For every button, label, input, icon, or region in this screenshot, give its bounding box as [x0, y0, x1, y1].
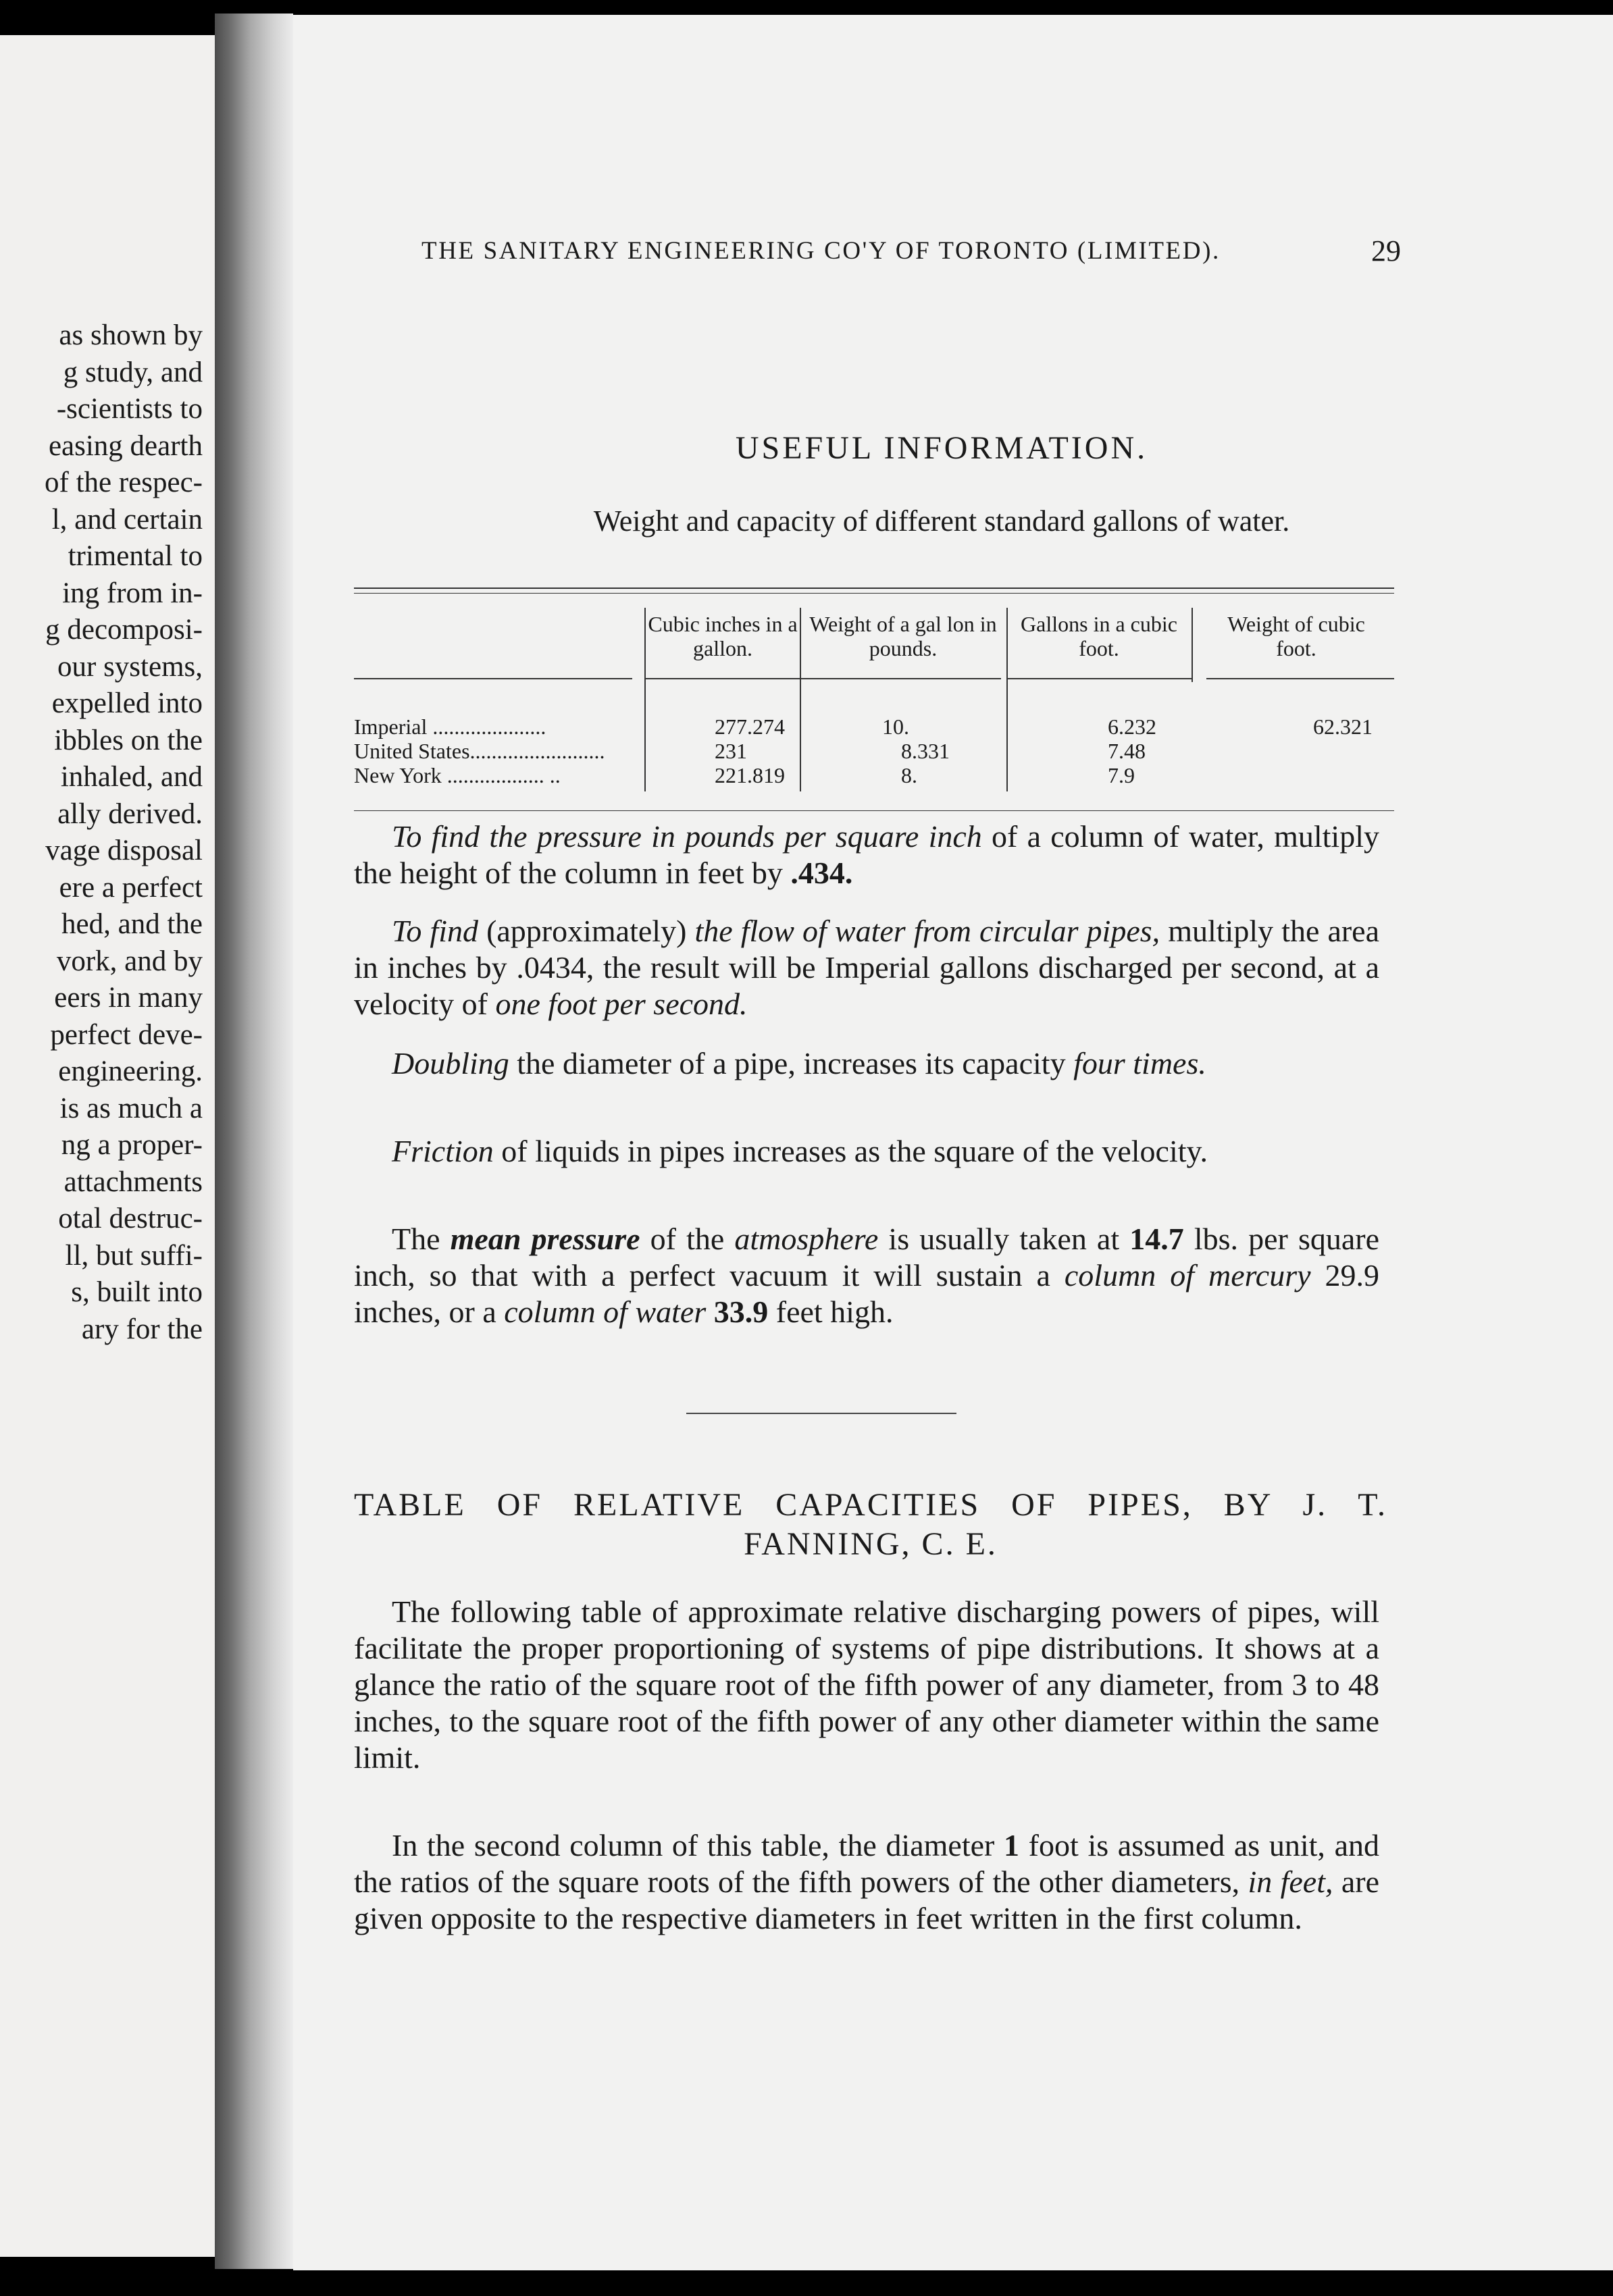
column-divider [800, 608, 801, 791]
header-gallons-cubic-foot: Gallons in a cubic foot. [1021, 612, 1177, 660]
left-page-line: of the respec- [45, 467, 203, 498]
paragraph-friction [354, 1133, 1379, 1170]
row-leader: ......................... [469, 739, 605, 763]
section-title-useful-information: USEFUL INFORMATION. [735, 430, 1148, 466]
left-page-line: expelled into [51, 687, 203, 719]
left-page-line: trimental to [68, 540, 203, 572]
bold-value: 1 [1004, 1828, 1020, 1862]
left-page-fragment [0, 35, 215, 2257]
row-label: United States [354, 739, 470, 763]
book-gutter [215, 14, 293, 2269]
row-leader: .................. .. [441, 763, 561, 787]
cell-cubic-inches: 231 [715, 739, 747, 763]
paragraph-text: are given opposite to the respective diameters in feet written in the first column. [354, 1864, 1379, 1935]
header-cubic-inches: Cubic inches in a gallon. [648, 612, 798, 660]
left-page-line: vage disposal [45, 835, 203, 866]
left-page-line: -scientists to [56, 393, 203, 425]
left-page-line: inhaled, and [60, 761, 203, 793]
left-page-line: ere a perfect [59, 871, 203, 904]
left-page-line: ing from in- [62, 577, 203, 609]
left-page-line: as shown by [59, 319, 203, 351]
pressure-value: 14.7 [1129, 1222, 1184, 1256]
header-underline [354, 678, 632, 679]
paragraph-text: the diameter of a pipe, increases its capacity [509, 1046, 1074, 1080]
italic-phrase: in feet, [1248, 1864, 1333, 1899]
paragraph-text: of the [640, 1222, 735, 1256]
row-leader: ..................... [427, 714, 546, 739]
left-page-line: engineering. [58, 1055, 203, 1087]
paragraph-fanning-second [354, 1827, 1379, 1937]
left-page-line: is as much a [59, 1092, 203, 1124]
cell-gallons-cuft: 7.48 [1108, 739, 1146, 763]
left-page-line: g study, and [63, 356, 203, 388]
row-label: New York [354, 763, 442, 787]
running-head [421, 236, 1401, 265]
paragraph-fanning-intro [354, 1594, 1379, 1776]
left-page-line: s, built into [71, 1276, 203, 1308]
paragraph-text: lbs. per square inch, so that with a perfect vacuum it will sustain a [354, 1222, 1380, 1293]
italic-lead: Doubling [392, 1046, 509, 1080]
paragraph-text [706, 1295, 714, 1329]
paragraph-pressure [354, 818, 1379, 891]
table-top-rule-2 [354, 593, 1394, 594]
left-page-line: vork, and by [56, 945, 203, 977]
paragraph-text: of a column of water, multiply the height of the column in feet by [354, 819, 1379, 890]
left-page-line: ally derived. [57, 798, 203, 830]
left-page-line: eers in many [54, 982, 203, 1014]
title-line-2: FANNING, C. E. [744, 1526, 998, 1562]
paragraph-text: of liquids in pipes increases as the square of the velocity. [493, 1134, 1208, 1168]
paragraph-text: 29.9 inches, or a [354, 1258, 1380, 1329]
column-value: 33.9 [713, 1295, 769, 1329]
paragraph-text: The following table of approximate relative discharging powers of pipes, will facilitate the proper proportioning of systems of pipe distributions. It shows at a glance the ratio of the square root of the fifth power of any diameter, from 3 to 48 inches, to the square root of the fifth power of any other diameter within the same limit. [354, 1594, 1379, 1775]
paragraph-text: In the second column of this table, the diameter [392, 1828, 1004, 1862]
table-caption: Weight and capacity of different standard gallons of water. [593, 504, 1290, 538]
italic-phrase: one foot per second. [495, 987, 748, 1021]
left-page-line: ibbles on the [54, 724, 203, 756]
italic-phrase: atmosphere [734, 1222, 879, 1256]
header-weight-gallon: Weight of a gal lon in pounds. [809, 612, 997, 660]
italic-lead: To find the pressure in pounds per square inch [392, 819, 982, 854]
running-title: THE SANITARY ENGINEERING CO'Y OF TORONTO (LIMITED). [421, 237, 1221, 265]
right-page [293, 15, 1613, 2270]
header-underline [644, 678, 1001, 679]
header-underline [1006, 678, 1193, 679]
italic-phrase: column of water [504, 1295, 707, 1329]
header-weight-cubic-foot: Weight of cubic foot. [1227, 612, 1365, 660]
cell-cubic-inches: 277.274 [715, 714, 785, 739]
italic-phrase: the flow of water from circular pipes, [694, 914, 1160, 948]
italic-lead: Friction [392, 1134, 494, 1168]
left-page-line: attachments [63, 1166, 203, 1198]
cell-weight-lbs: 8. [901, 763, 917, 787]
section-title-fanning [354, 1486, 1387, 1564]
left-page-line: hed, and the [61, 908, 203, 940]
cell-cubic-inches: 221.819 [715, 763, 785, 787]
column-divider [644, 608, 646, 791]
left-page-line: easing dearth [48, 429, 203, 462]
bold-italic-phrase: mean pressure [450, 1222, 640, 1256]
left-page-line: ll, but suffi- [65, 1239, 203, 1272]
italic-phrase: four times. [1073, 1046, 1206, 1080]
left-page-line: g decomposi- [45, 614, 203, 646]
paragraph-text: feet high. [768, 1295, 894, 1329]
paragraph-text: multiply the area in inches by .0434, the result will be Imperial gallons discharged per second, at a velocity of [354, 914, 1380, 1021]
paragraph-flow [354, 913, 1379, 1022]
cell-weight-lbs: 10. [882, 714, 909, 739]
italic-lead: To find [392, 914, 478, 948]
gallons-table [354, 588, 1394, 814]
paragraph-text: foot is assumed as unit, and the ratios of the square roots of the fifth powers of the other diameters, [354, 1828, 1380, 1899]
page-number: 29 [1371, 234, 1401, 267]
pressure-value: .434. [790, 856, 853, 890]
cell-weight-lbs: 8.331 [901, 739, 950, 763]
paragraph-doubling [354, 1045, 1379, 1082]
italic-phrase: column of mercury [1064, 1258, 1311, 1293]
cell-gallons-cuft: 6.232 [1108, 714, 1156, 739]
header-underline [1206, 678, 1394, 679]
paragraph-text: (approximately) [478, 914, 695, 948]
paragraph-atmosphere [354, 1221, 1379, 1330]
left-page-line: l, and certain [51, 503, 203, 536]
section-divider [686, 1413, 956, 1414]
column-divider [1006, 608, 1008, 791]
left-page-line: otal destruc- [58, 1203, 203, 1234]
left-page-text [45, 317, 203, 1348]
row-label: Imperial [354, 714, 428, 739]
cell-weight-cuft: 62.321 [1313, 714, 1373, 739]
column-divider [1192, 608, 1193, 682]
paragraph-text: is usually taken at [878, 1222, 1130, 1256]
left-page-line: perfect deve- [50, 1018, 203, 1051]
cell-gallons-cuft: 7.9 [1108, 763, 1135, 787]
paragraph-text: The [392, 1222, 451, 1256]
left-page-line: ary for the [81, 1313, 203, 1345]
left-page-line: our systems, [57, 650, 203, 683]
title-line-1: TABLE OF RELATIVE CAPACITIES OF PIPES, BY J. T. [354, 1487, 1387, 1523]
table-bottom-rule [354, 810, 1394, 811]
left-page-line: ng a proper- [61, 1129, 203, 1161]
table-top-rule [354, 588, 1394, 589]
